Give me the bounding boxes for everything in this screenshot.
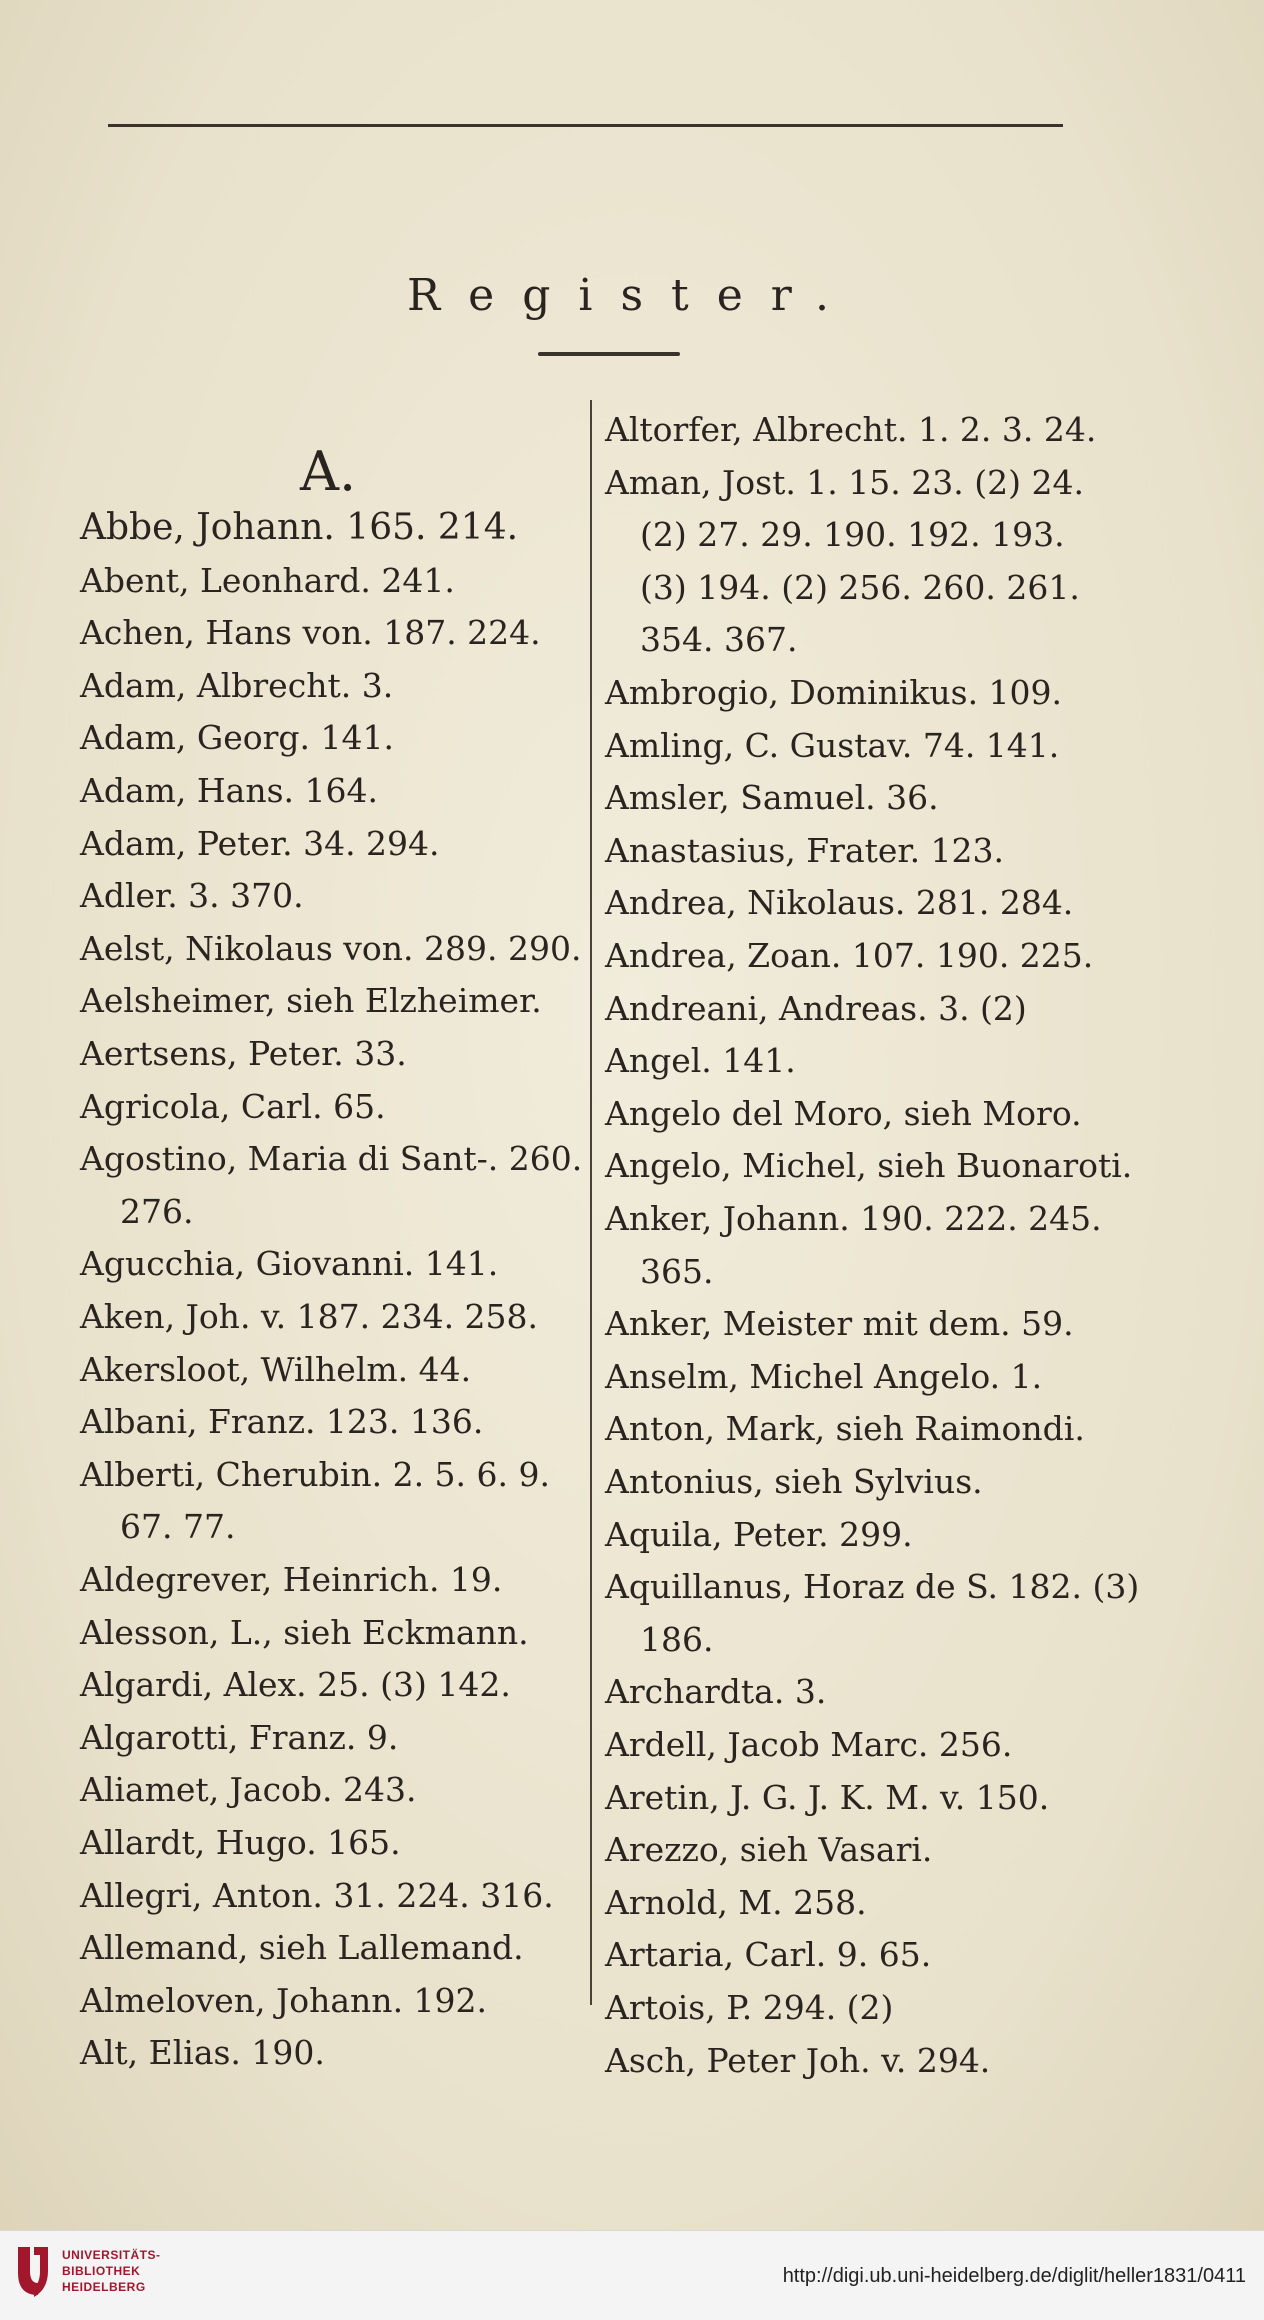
page-title: Register. — [407, 270, 857, 321]
index-entry: Algardi, Alex. 25. (3) 142. — [80, 1665, 511, 1705]
index-entry: Angel. 141. — [605, 1041, 796, 1081]
footer-bar — [0, 2230, 1264, 2320]
index-entry: Agostino, Maria di Sant-. 260. — [80, 1139, 583, 1179]
index-entry: Allegri, Anton. 31. 224. 316. — [80, 1875, 554, 1915]
index-entry: Alberti, Cherubin. 2. 5. 6. 9. — [80, 1454, 550, 1494]
index-entry: Artaria, Carl. 9. 65. — [605, 1935, 932, 1975]
index-entry: Ardell, Jacob Marc. 256. — [605, 1725, 1013, 1764]
index-entry: Agucchia, Giovanni. 141. — [80, 1244, 499, 1284]
index-entry: Anastasius, Frater. 123. — [605, 830, 1005, 870]
index-entry: Adler. 3. 370. — [80, 876, 304, 916]
index-entry: Arezzo, sieh Vasari. — [605, 1830, 933, 1870]
index-entry: Algarotti, Franz. 9. — [80, 1717, 399, 1757]
logo-text — [62, 2247, 161, 2295]
index-entry: (3) 194. (2) 256. 260. 261. — [640, 567, 1080, 607]
section-letter: A. — [300, 440, 357, 503]
index-entry: Asch, Peter Joh. v. 294. — [605, 2040, 991, 2080]
index-entry: Almeloven, Johann. 192. — [80, 1980, 488, 2020]
index-entry: Aquillanus, Horaz de S. 182. (3) — [605, 1567, 1140, 1607]
index-entry: Aliamet, Jacob. 243. — [80, 1770, 417, 1810]
index-entry: 67. 77. — [120, 1507, 236, 1547]
index-entry: Adam, Albrecht. 3. — [80, 665, 394, 705]
index-entry: Aelsheimer, sieh Elzheimer. — [80, 981, 542, 1021]
index-entry: Ambrogio, Dominikus. 109. — [605, 673, 1063, 712]
index-entry: Aldegrever, Heinrich. 19. — [80, 1560, 503, 1599]
index-entry: Arnold, M. 258. — [605, 1882, 867, 1922]
index-entry: Aertsens, Peter. 33. — [80, 1034, 407, 1073]
index-entry: Altorfer, Albrecht. 1. 2. 3. 24. — [605, 410, 1097, 449]
index-entry: Aquila, Peter. 299. — [605, 1514, 913, 1554]
index-entry: Archardta. 3. — [605, 1672, 827, 1712]
logo-line: BIBLIOTHEK — [62, 2264, 141, 2278]
index-entry: Adam, Peter. 34. 294. — [80, 823, 440, 863]
index-entry: 354. 367. — [640, 620, 798, 660]
index-entry: Anker, Meister mit dem. 59. — [605, 1304, 1074, 1344]
index-entry: Anselm, Michel Angelo. 1. — [605, 1356, 1043, 1396]
index-entry: Aretin, J. G. J. K. M. v. 150. — [605, 1777, 1050, 1817]
university-logo-icon — [14, 2243, 52, 2301]
index-entry: Angelo, Michel, sieh Buonaroti. — [605, 1146, 1133, 1186]
index-entry: Andrea, Zoan. 107. 190. 225. — [605, 936, 1094, 975]
index-entry: Anker, Johann. 190. 222. 245. — [605, 1199, 1102, 1238]
logo-line: UNIVERSITÄTS- — [62, 2248, 161, 2262]
index-entry: 365. — [640, 1251, 714, 1291]
index-entry: Achen, Hans von. 187. 224. — [80, 613, 541, 653]
title-rule — [538, 352, 680, 356]
index-entry: Artois, P. 294. (2) — [605, 1988, 894, 2027]
index-entry: Abbe, Johann. 165. 214. — [80, 507, 519, 548]
index-entry: Amling, C. Gustav. 74. 141. — [605, 725, 1060, 765]
logo-line: HEIDELBERG — [62, 2280, 146, 2294]
index-entry: Agricola, Carl. 65. — [80, 1086, 386, 1126]
index-entry: Angelo del Moro, sieh Moro. — [605, 1093, 1082, 1133]
index-entry: (2) 27. 29. 190. 192. 193. — [640, 515, 1065, 555]
index-entry: Aman, Jost. 1. 15. 23. (2) 24. — [605, 462, 1084, 502]
index-entry: Abent, Leonhard. 241. — [80, 560, 455, 600]
column-divider — [590, 400, 592, 2005]
index-entry: Anton, Mark, sieh Raimondi. — [605, 1409, 1085, 1449]
index-entry: Andrea, Nikolaus. 281. 284. — [605, 883, 1074, 923]
index-entry: Allardt, Hugo. 165. — [80, 1823, 401, 1862]
index-entry: 276. — [120, 1191, 194, 1231]
index-entry: Andreani, Andreas. 3. (2) — [605, 988, 1027, 1028]
index-entry: Akersloot, Wilhelm. 44. — [80, 1349, 472, 1389]
source-url-link[interactable]: http://digi.ub.uni-heidelberg.de/diglit/heller1831/0411 — [782, 2265, 1246, 2287]
index-entry: Antonius, sieh Sylvius. — [605, 1462, 983, 1501]
index-entry: Alt, Elias. 190. — [80, 2033, 325, 2073]
index-entry: Adam, Hans. 164. — [80, 771, 378, 810]
index-entry: Allemand, sieh Lallemand. — [80, 1928, 524, 1968]
index-entry: Aelst, Nikolaus von. 289. 290. — [80, 928, 582, 968]
index-entry: Adam, Georg. 141. — [80, 718, 395, 758]
index-entry: 186. — [640, 1619, 714, 1659]
top-rule — [108, 124, 1063, 127]
index-entry: Amsler, Samuel. 36. — [605, 778, 939, 818]
index-entry: Albani, Franz. 123. 136. — [80, 1402, 484, 1442]
index-entry: Aken, Joh. v. 187. 234. 258. — [80, 1297, 539, 1336]
index-entry: Alesson, L., sieh Eckmann. — [80, 1612, 529, 1652]
